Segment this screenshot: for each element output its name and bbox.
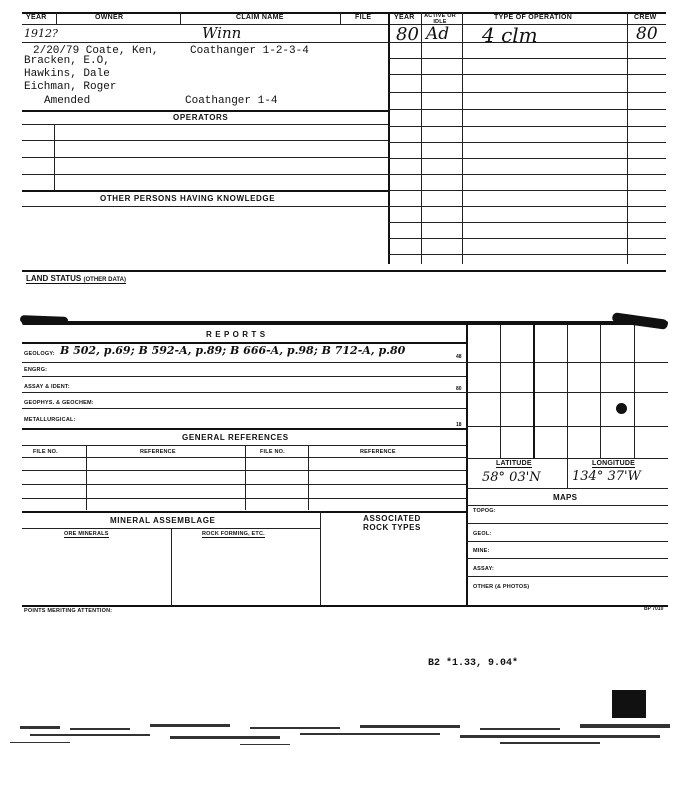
status-operation-handwritten: 4 clm	[482, 23, 538, 47]
ref-file-no-header-2: FILE NO.	[260, 449, 285, 455]
operators-heading: OPERATORS	[173, 113, 229, 122]
references-divider	[245, 445, 246, 510]
references-row	[22, 498, 466, 499]
status-row-line	[388, 238, 666, 239]
header-type-of-operation: TYPE OF OPERATION	[494, 14, 573, 21]
status-row-line	[388, 74, 666, 75]
location-dot	[616, 403, 627, 414]
maps-row	[466, 523, 668, 524]
form-bottom-line	[22, 605, 668, 607]
maps-row	[466, 558, 668, 559]
engrg-label: ENGRG:	[24, 367, 48, 373]
geophys-line	[22, 408, 466, 409]
owner-3: Hawkins, Dale	[24, 68, 110, 80]
topog-label: TOPOG:	[473, 508, 496, 514]
assay-num: 80	[456, 386, 462, 392]
status-row-line	[388, 92, 666, 93]
col-divider	[421, 12, 422, 264]
grid-line-v	[634, 325, 635, 458]
status-bottom-line	[22, 270, 666, 272]
geology-label: GEOLOGY:	[24, 351, 55, 357]
status-row-line	[388, 109, 666, 110]
references-divider	[308, 445, 309, 510]
maps-line	[466, 505, 668, 506]
latitude-value: 58° 03'N	[482, 470, 541, 485]
land-status-sub: (OTHER DATA)	[83, 277, 126, 283]
status-row-line	[388, 126, 666, 127]
associated-rock-types-heading: ASSOCIATED ROCK TYPES	[362, 514, 421, 532]
header-active-or-idle: ACTIVE OR IDLE	[424, 13, 456, 25]
row-line	[22, 42, 388, 43]
maps-row	[466, 541, 668, 542]
reports-heading: R E P O R T S	[206, 330, 266, 339]
col-divider	[180, 12, 181, 24]
references-heading-line	[22, 445, 466, 446]
status-row-line	[388, 206, 666, 207]
lat-long-divider	[567, 458, 568, 488]
land-status-text: LAND STATUS	[26, 274, 82, 283]
col-divider	[627, 12, 628, 264]
grid-line-v	[500, 325, 501, 458]
points-meriting-label: POINTS MERITING ATTENTION:	[24, 608, 113, 614]
status-year-handwritten: 80	[396, 24, 419, 45]
geol-label: GEOL:	[473, 531, 492, 537]
general-references-heading: GENERAL REFERENCES	[182, 433, 289, 442]
geology-value: B 502, p.69; B 592-A, p.89; B 666-A, p.98; B 712-A, p.80	[60, 344, 406, 357]
references-row	[22, 470, 466, 471]
metallurgical-num: 18	[456, 422, 462, 428]
status-active-handwritten: Ad	[426, 24, 450, 44]
geology-line	[22, 362, 466, 363]
references-divider	[86, 445, 87, 510]
claim-line-1: Coathanger 1-2-3-4	[190, 45, 309, 57]
col-divider	[340, 12, 341, 24]
grid-left-border	[466, 325, 468, 605]
col-divider	[462, 12, 463, 264]
col-divider	[56, 12, 57, 24]
metallurgical-label: METALLURGICAL:	[24, 417, 76, 423]
form-number: BP 7010	[644, 606, 664, 612]
other-photos-label: OTHER (& PHOTOS)	[473, 584, 530, 590]
header-file: FILE	[355, 14, 372, 21]
operators-row	[22, 174, 388, 175]
operators-top-line	[22, 110, 388, 112]
land-status-label	[26, 274, 126, 284]
scan-noise-band	[0, 690, 678, 770]
status-row-line	[388, 58, 666, 59]
status-row-line	[388, 42, 666, 43]
stamp-text: B2 *1.33, 9.04*	[428, 658, 519, 669]
status-crew-handwritten: 80	[636, 24, 658, 44]
header-owner: OWNER	[95, 14, 124, 21]
grid-line-v-bold	[533, 325, 535, 458]
other-persons-top-line	[22, 190, 388, 192]
status-row-line	[388, 222, 666, 223]
date-owner-line: 2/20/79 Coate, Ken,	[33, 45, 159, 57]
ink-blot-right	[612, 312, 669, 330]
mineral-col-divider	[171, 528, 172, 605]
status-row-line	[388, 142, 666, 143]
geophys-label: GEOPHYS. & GEOCHEM:	[24, 400, 94, 406]
owner-2: Bracken, E.O,	[24, 55, 110, 67]
grid-line-v	[567, 325, 568, 458]
reports-top-rule	[22, 321, 668, 325]
status-row-line	[388, 174, 666, 175]
grid-line-v	[600, 325, 601, 458]
assay-map-label: ASSAY:	[473, 566, 495, 572]
references-bottom-line	[22, 511, 466, 513]
assay-label: ASSAY & IDENT:	[24, 384, 70, 390]
maps-row	[466, 576, 668, 577]
lat-long-bottom	[466, 488, 668, 489]
owner-4: Eichman, Roger	[24, 81, 117, 93]
ref-reference-header: REFERENCE	[140, 449, 176, 455]
metallurgical-line	[22, 428, 466, 430]
mine-label: MINE:	[473, 548, 490, 554]
status-row-line	[388, 190, 666, 191]
header-year-2: YEAR	[394, 14, 415, 21]
amended-label: Amended	[44, 95, 91, 107]
header-bottom-line	[22, 24, 666, 25]
other-persons-heading: OTHER PERSONS HAVING KNOWLEDGE	[100, 194, 276, 203]
maps-heading: MAPS	[553, 493, 578, 502]
ref-file-no-header: FILE NO.	[33, 449, 58, 455]
operators-row	[22, 140, 388, 141]
claim-handwritten: Winn	[202, 24, 242, 42]
ink-blot-left	[20, 315, 68, 325]
status-row-line	[388, 158, 666, 159]
references-row	[22, 484, 466, 485]
col-divider-main	[388, 12, 390, 264]
engrg-line	[22, 376, 466, 377]
ref-reference-header-2: REFERENCE	[360, 449, 396, 455]
operators-line	[22, 124, 388, 125]
longitude-label: LONGITUDE	[592, 460, 636, 467]
year-handwritten: 1912?	[24, 27, 58, 40]
ore-minerals-header: ORE MINERALS	[64, 531, 109, 537]
header-claim-name: CLAIM NAME	[236, 14, 284, 21]
latitude-label: LATITUDE	[496, 460, 532, 467]
header-crew: CREW	[634, 14, 657, 21]
mineral-assemblage-heading: MINERAL ASSEMBLAGE	[110, 516, 216, 525]
references-header-line	[22, 457, 466, 458]
geology-num: 48	[456, 354, 462, 360]
assay-line	[22, 392, 466, 393]
longitude-value: 134° 37'W	[572, 469, 641, 484]
status-row-line	[388, 254, 666, 255]
rock-forming-header: ROCK FORMING, ETC.	[202, 531, 265, 537]
other-persons-line	[22, 206, 388, 207]
mineral-divider	[320, 511, 321, 605]
operators-row	[22, 157, 388, 158]
header-year: YEAR	[26, 14, 47, 21]
claim-line-2: Coathanger 1-4	[185, 95, 278, 107]
